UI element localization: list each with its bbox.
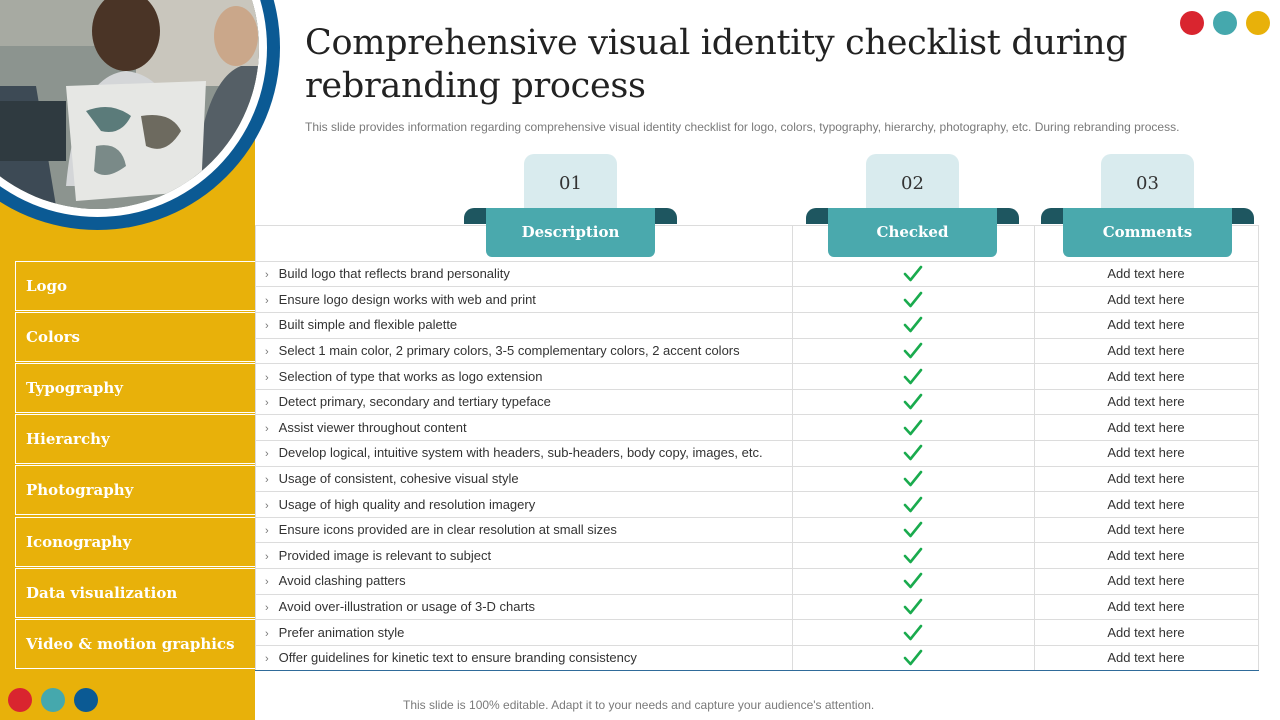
header-comments-label: Comments: [1063, 208, 1232, 257]
row-description-text: Provided image is relevant to subject: [278, 548, 492, 563]
row-description-text: Selection of type that works as logo extension: [278, 369, 543, 384]
row-comment: Add text here: [1107, 522, 1185, 537]
chevron-right-icon: ›: [265, 628, 269, 640]
category-iconography: Iconography: [15, 517, 255, 567]
row-description-text: Usage of high quality and resolution imagery: [278, 497, 536, 512]
row-description: [265, 620, 404, 645]
table-row: [255, 415, 1259, 440]
row-comment: Add text here: [1107, 343, 1185, 358]
teal-dot: [41, 688, 65, 712]
row-description: [265, 594, 535, 619]
chevron-right-icon: ›: [265, 602, 269, 614]
row-description-text: Select 1 main color, 2 primary colors, 3-5 complementary colors, 2 accent colors: [278, 343, 740, 358]
table-row: [255, 466, 1259, 491]
category-photography: Photography: [15, 465, 255, 515]
chevron-right-icon: ›: [265, 295, 269, 307]
category-colors: Colors: [15, 312, 255, 362]
row-comment: Add text here: [1107, 471, 1185, 486]
row-description: [265, 312, 457, 337]
table-row: [255, 389, 1259, 414]
checkmark-icon: [903, 624, 923, 642]
row-description-text: Assist viewer throughout content: [278, 420, 467, 435]
chevron-right-icon: ›: [265, 500, 269, 512]
checkmark-icon: [903, 342, 923, 360]
row-description: [265, 568, 406, 593]
row-comment: Add text here: [1107, 497, 1185, 512]
table-row: [255, 338, 1259, 363]
chevron-right-icon: ›: [265, 346, 269, 358]
table-row: [255, 543, 1259, 568]
table-bottom-line: [255, 670, 1259, 671]
row-comment: Add text here: [1107, 445, 1185, 460]
header-checked: [806, 208, 1019, 257]
red-dot: [1180, 11, 1204, 35]
header-comments: [1041, 208, 1254, 257]
row-description: [265, 517, 617, 542]
chevron-right-icon: ›: [265, 525, 269, 537]
checkmark-icon: [903, 444, 923, 462]
row-comment: Add text here: [1107, 369, 1185, 384]
row-comment: Add text here: [1107, 599, 1185, 614]
column-number-3: 03: [1101, 154, 1194, 210]
row-description: [265, 645, 637, 670]
chevron-right-icon: ›: [265, 397, 269, 409]
table-row: [255, 287, 1259, 312]
row-comment: Add text here: [1107, 650, 1185, 665]
row-description-text: Build logo that reflects brand personality: [278, 266, 510, 281]
chevron-right-icon: ›: [265, 474, 269, 486]
table-row: [255, 312, 1259, 337]
checkmark-icon: [903, 470, 923, 488]
table-row: [255, 645, 1259, 670]
row-description-text: Offer guidelines for kinetic text to ensure branding consistency: [278, 650, 637, 665]
row-comment: Add text here: [1107, 548, 1185, 563]
checkmark-icon: [903, 316, 923, 334]
row-comment: Add text here: [1107, 625, 1185, 640]
row-description: [265, 287, 536, 312]
category-typography: Typography: [15, 363, 255, 413]
header-description-label: Description: [486, 208, 655, 257]
table-row: [255, 492, 1259, 517]
row-description-text: Ensure logo design works with web and print: [278, 292, 536, 307]
row-description-text: Avoid over-illustration or usage of 3-D charts: [278, 599, 535, 614]
row-description: [265, 261, 510, 286]
checkmark-icon: [903, 572, 923, 590]
table-row: [255, 261, 1259, 286]
checkmark-icon: [903, 649, 923, 667]
row-description-text: Detect primary, secondary and tertiary typeface: [278, 394, 551, 409]
row-description-text: Built simple and flexible palette: [278, 317, 458, 332]
category-logo: Logo: [15, 261, 255, 311]
blue-dot: [74, 688, 98, 712]
row-comment: Add text here: [1107, 266, 1185, 281]
row-description: [265, 466, 519, 491]
table-row: [255, 517, 1259, 542]
page-title: Comprehensive visual identity checklist during rebranding process: [305, 23, 1128, 106]
header-checked-label: Checked: [828, 208, 997, 257]
checkmark-icon: [903, 291, 923, 309]
row-comment: Add text here: [1107, 292, 1185, 307]
table-row: [255, 364, 1259, 389]
row-description: [265, 440, 763, 465]
row-comment: Add text here: [1107, 394, 1185, 409]
decorative-dots-top: [1180, 11, 1270, 35]
column-number-2: 02: [866, 154, 959, 210]
header-description: [464, 208, 677, 257]
category-data-visualization: Data visualization: [15, 568, 255, 618]
red-dot: [8, 688, 32, 712]
chevron-right-icon: ›: [265, 372, 269, 384]
category-video-motion-graphics: Video & motion graphics: [15, 619, 255, 669]
checkmark-icon: [903, 368, 923, 386]
checkmark-icon: [903, 521, 923, 539]
checkmark-icon: [903, 598, 923, 616]
table-row: [255, 594, 1259, 619]
chevron-right-icon: ›: [265, 551, 269, 563]
decorative-dots-bottom: [8, 688, 98, 712]
checkmark-icon: [903, 496, 923, 514]
chevron-right-icon: ›: [265, 448, 269, 460]
row-description-text: Usage of consistent, cohesive visual style: [278, 471, 519, 486]
row-comment: Add text here: [1107, 420, 1185, 435]
column-number-1: 01: [524, 154, 617, 210]
row-description-text: Prefer animation style: [278, 625, 405, 640]
row-description: [265, 415, 467, 440]
checkmark-icon: [903, 393, 923, 411]
row-description: [265, 492, 535, 517]
checkmark-icon: [903, 547, 923, 565]
row-description: [265, 338, 740, 363]
chevron-right-icon: ›: [265, 423, 269, 435]
row-description: [265, 389, 551, 414]
teal-dot: [1213, 11, 1237, 35]
row-comment: Add text here: [1107, 317, 1185, 332]
table-row: [255, 568, 1259, 593]
chevron-right-icon: ›: [265, 269, 269, 281]
row-description-text: Develop logical, intuitive system with headers, sub-headers, body copy, images, etc.: [278, 445, 763, 460]
row-description: [265, 364, 542, 389]
yellow-dot: [1246, 11, 1270, 35]
chevron-right-icon: ›: [265, 320, 269, 332]
team-photo: [0, 0, 259, 209]
row-description-text: Avoid clashing patters: [278, 573, 406, 588]
checkmark-icon: [903, 419, 923, 437]
table-row: [255, 440, 1259, 465]
category-hierarchy: Hierarchy: [15, 414, 255, 464]
page-subtitle: This slide provides information regarding comprehensive visual identity checklist for logo, colors, typography, hierarchy, photography, etc. During rebranding process.: [305, 120, 1180, 134]
row-comment: Add text here: [1107, 573, 1185, 588]
chevron-right-icon: ›: [265, 653, 269, 665]
table-row: [255, 620, 1259, 645]
footer-note: This slide is 100% editable. Adapt it to your needs and capture your audience's attention.: [403, 698, 875, 712]
row-description: [265, 543, 491, 568]
checkmark-icon: [903, 265, 923, 283]
row-description-text: Ensure icons provided are in clear resolution at small sizes: [278, 522, 617, 537]
chevron-right-icon: ›: [265, 576, 269, 588]
